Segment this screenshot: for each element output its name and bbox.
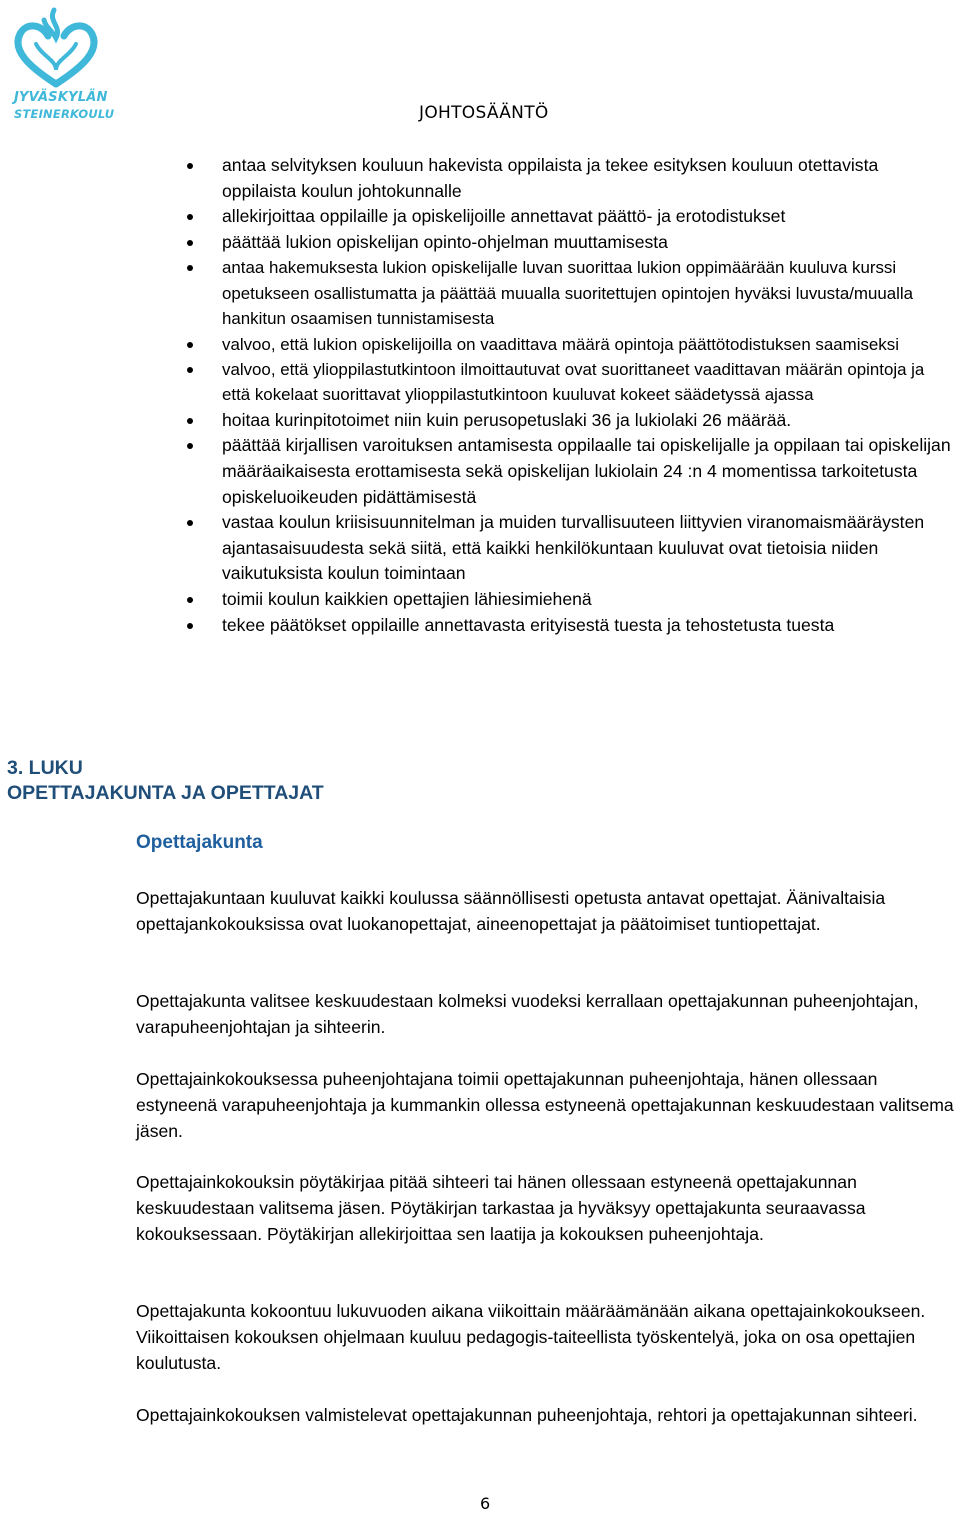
list-item: allekirjoittaa oppilaille ja opiskelijoille annettavat päättö- ja erotodistukset <box>0 204 960 230</box>
duties-list <box>0 153 960 638</box>
document-label: JOHTOSÄÄNTÖ <box>419 103 549 123</box>
school-logo <box>6 4 116 122</box>
paragraph: Opettajakuntaan kuuluvat kaikki koulussa säännöllisesti opetusta antavat opettajat. Äänivaltaisia opettajankokouksissa ovat luokanopettajat, aineenopettajat ja päätoimiset tuntiopettajat. <box>136 888 886 934</box>
list-item: valvoo, että lukion opiskelijoilla on vaadittava määrä opintoja päättötodistuksen saamiseksi <box>0 332 960 357</box>
list-item: antaa selvityksen kouluun hakevista oppilaista ja tekee esityksen kouluun otettavista oppilaista koulun johtokunnalle <box>0 153 960 204</box>
paragraph: Opettajainkokouksessa puheenjohtajana toimii opettajakunnan puheenjohtaja, hänen ollessaan estyneenä varapuheenjohtaja ja kummankin ollessa estyneenä opettajakunnan keskuudestaan valitsema jäsen. <box>136 1069 954 1141</box>
paragraph: Opettajakunta valitsee keskuudestaan kolmeksi vuodeksi kerrallaan opettajakunnan puheenjohtajan, varapuheenjohtajan ja sihteerin. <box>136 991 919 1037</box>
list-item: hoitaa kurinpitotoimet niin kuin perusopetuslaki 36 ja lukiolaki 26 määrää. <box>0 408 960 434</box>
heart-flame-icon <box>6 4 106 88</box>
page-number: 6 <box>480 1494 491 1513</box>
list-item: vastaa koulun kriisisuunnitelman ja muiden turvallisuuteen liittyvien viranomaismääräysten ajantasaisuudesta sekä siitä, että kaikki henkilökuntaan kuuluvat ovat tietoisia niiden vaikutuksista koulun toimintaan <box>0 510 960 587</box>
list-item: päättää lukion opiskelijan opinto-ohjelman muuttamisesta <box>0 230 960 256</box>
list-item: antaa hakemuksesta lukion opiskelijalle luvan suorittaa lukion oppimäärään kuuluva kurssi opetukseen osallistumatta ja päättää muualla suoritettujen opintojen hyväksi luvusta/muualla hankitun osaamisen tunnistamisesta <box>0 255 960 331</box>
logo-line2: STEINERKOULU <box>14 107 115 121</box>
list-item: toimii koulun kaikkien opettajien lähiesimiehenä <box>0 587 960 613</box>
section-heading: Opettajakunta <box>136 832 263 853</box>
chapter-number: 3. LUKU <box>7 757 83 779</box>
paragraph: Opettajainkokouksen valmistelevat opettajakunnan puheenjohtaja, rehtori ja opettajakunnan sihteeri. <box>136 1405 918 1425</box>
chapter-title: OPETTAJAKUNTA JA OPETTAJAT <box>7 782 324 804</box>
paragraph: Opettajainkokouksin pöytäkirjaa pitää sihteeri tai hänen ollessaan estyneenä opettajakunnan keskuudestaan valitsema jäsen. Pöytäkirjan tarkastaa ja hyväksyy opettajakunta seuraavassa kokouksessaan. Pöytäkirjan allekirjoittaa sen laatija ja kokouksen puheenjohtaja. <box>136 1172 866 1244</box>
paragraph: Opettajakunta kokoontuu lukuvuoden aikana viikoittain määräämänään aikana opettajainkokoukseen. Viikoittaisen kokouksen ohjelmaan kuuluu pedagogis-taiteellista työskentelyä, joka on osa opettajien koulutusta. <box>136 1301 926 1373</box>
list-item: valvoo, että ylioppilastutkintoon ilmoittautuvat ovat suorittaneet vaadittavan määrän opintoja ja että kokelaat suorittavat ylioppilastutkintoon kuuluvat kokeet säädetyssä ajassa <box>0 357 960 408</box>
logo-line1: JYVÄSKYLÄN <box>14 90 108 105</box>
list-item: päättää kirjallisen varoituksen antamisesta oppilaalle tai opiskelijalle ja oppilaan tai opiskelijan määräaikaisesta erottamisesta sekä opiskelijan lukiolain 24 :n 4 momentissa tarkoitetusta opiskeluoikeuden pidättämisestä <box>0 433 960 510</box>
list-item: tekee päätökset oppilaille annettavasta erityisestä tuesta ja tehostetusta tuesta <box>0 613 960 639</box>
